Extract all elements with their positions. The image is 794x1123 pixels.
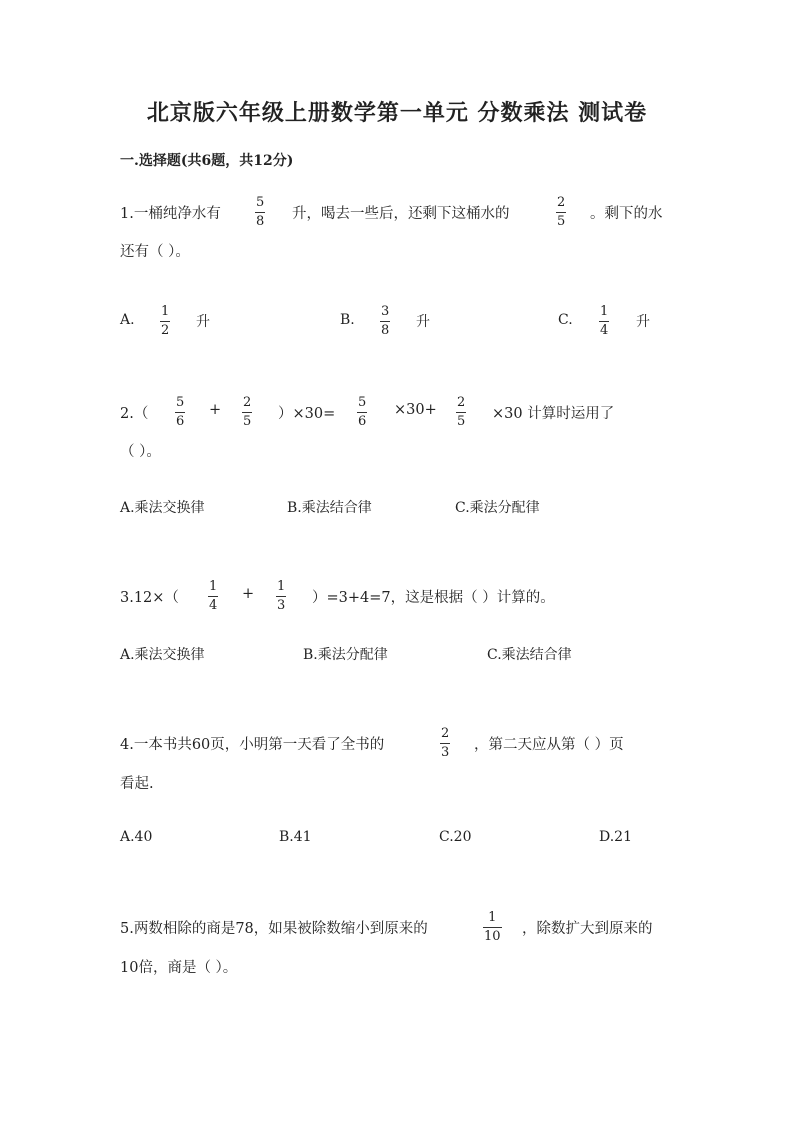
denominator: 8	[256, 214, 265, 229]
q5-text-2: ，除数扩大到原来的	[522, 921, 653, 937]
q3-text-2: ）=3+4=7，这是根据（ ）计算的。	[312, 590, 555, 606]
numerator: 5	[176, 395, 185, 410]
q4-text-2: ，第二天应从第（ ）页	[474, 737, 624, 753]
numerator: 1	[600, 304, 609, 319]
q2-option-c[interactable]: C.乘法分配律	[455, 500, 540, 516]
q2-text-1: 2.（	[120, 406, 149, 422]
q5-fraction-1	[483, 910, 502, 945]
q2-plus: +	[209, 402, 222, 418]
denominator: 8	[381, 323, 390, 338]
q1-text-2: 升，喝去一些后，还剩下这桶水的	[292, 206, 510, 222]
q3-option-b[interactable]: B.乘法分配律	[303, 647, 388, 663]
q2-text-2: ）×30=	[278, 406, 336, 422]
q5-line-2: 10倍，商是（ ）。	[120, 960, 238, 976]
numerator: 5	[256, 195, 265, 210]
q4-text-1: 4.一本书共60页，小明第一天看了全书的	[120, 737, 385, 753]
denominator: 10	[484, 929, 501, 944]
denominator: 3	[441, 745, 450, 760]
q3-plus: +	[242, 586, 255, 602]
q1-line-2: 还有（ ）。	[120, 244, 190, 260]
numerator: 2	[441, 726, 450, 741]
numerator: 1	[277, 579, 286, 594]
denominator: 2	[161, 323, 170, 338]
numerator: 3	[381, 304, 390, 319]
option-label: B.	[340, 312, 355, 328]
q3-option-a[interactable]: A.乘法交换律	[120, 647, 205, 663]
q3-option-c[interactable]: C.乘法结合律	[487, 647, 572, 663]
denominator: 5	[457, 414, 466, 429]
q1-fraction-2	[556, 195, 566, 230]
denominator: 4	[600, 323, 609, 338]
denominator: 5	[243, 414, 252, 429]
q5-text-1: 5.两数相除的商是78，如果被除数缩小到原来的	[120, 921, 428, 937]
option-label: C.	[558, 312, 573, 328]
option-fraction	[160, 304, 170, 339]
q2-fraction-3	[357, 395, 367, 430]
option-fraction	[380, 304, 390, 339]
option-label: A.	[120, 312, 135, 328]
denominator: 4	[209, 598, 218, 613]
option-unit: 升	[196, 314, 210, 330]
option-unit: 升	[636, 314, 650, 330]
q2-option-a[interactable]: A.乘法交换律	[120, 500, 205, 516]
numerator: 2	[243, 395, 252, 410]
numerator: 1	[161, 304, 170, 319]
q2-text-4: ×30 计算时运用了	[492, 406, 615, 422]
q4-option-c[interactable]: C.20	[439, 829, 472, 845]
q2-line-2: （ ）。	[120, 444, 161, 460]
q2-option-b[interactable]: B.乘法结合律	[287, 500, 372, 516]
q4-option-d[interactable]: D.21	[599, 829, 632, 845]
q2-fraction-4	[456, 395, 466, 430]
q3-text-1: 3.12×（	[120, 590, 179, 606]
denominator: 6	[358, 414, 367, 429]
q1-text-3: 。剩下的水	[590, 206, 663, 222]
denominator: 3	[277, 598, 286, 613]
numerator: 2	[557, 195, 566, 210]
denominator: 5	[557, 214, 566, 229]
option-fraction	[599, 304, 609, 339]
q1-fraction-1	[255, 195, 265, 230]
numerator: 1	[488, 910, 497, 925]
q4-option-b[interactable]: B.41	[279, 829, 312, 845]
q4-line-2: 看起.	[120, 776, 154, 792]
numerator: 2	[457, 395, 466, 410]
numerator: 5	[358, 395, 367, 410]
numerator: 1	[209, 579, 218, 594]
page-title: 北京版六年级上册数学第一单元 分数乘法 测试卷	[146, 100, 648, 126]
denominator: 6	[176, 414, 185, 429]
section-heading: 一.选择题(共6题，共12分)	[120, 153, 294, 169]
q2-text-3: ×30+	[394, 402, 437, 418]
q1-text-1: 1.一桶纯净水有	[120, 206, 221, 222]
q3-fraction-1	[208, 579, 218, 614]
q4-fraction-1	[440, 726, 450, 761]
q2-fraction-1	[175, 395, 185, 430]
q3-fraction-2	[276, 579, 286, 614]
q4-option-a[interactable]: A.40	[120, 829, 153, 845]
option-unit: 升	[416, 314, 430, 330]
q2-fraction-2	[242, 395, 252, 430]
